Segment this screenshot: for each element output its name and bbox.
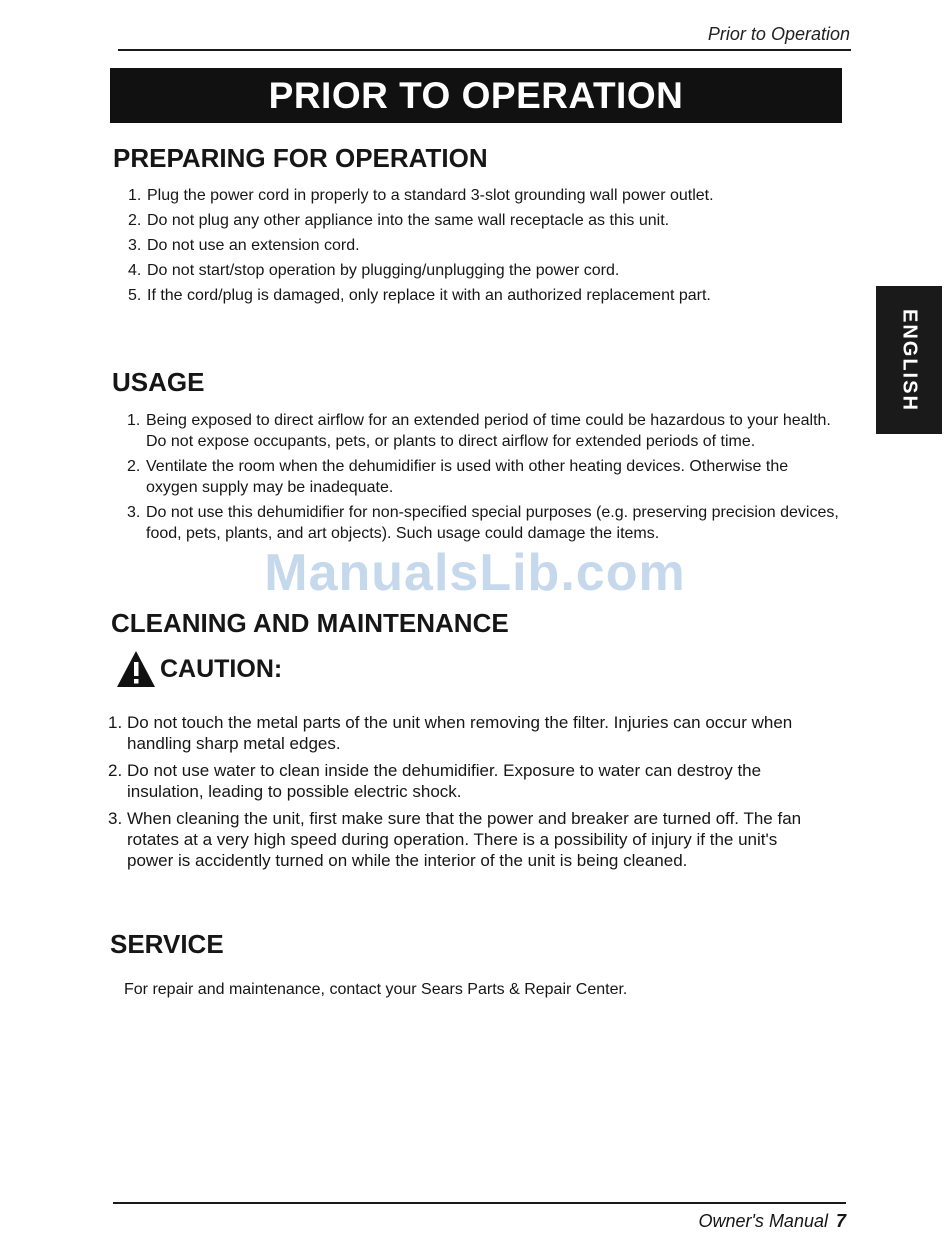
warning-triangle-icon xyxy=(116,650,156,688)
list-item xyxy=(108,712,820,754)
running-head: Prior to Operation xyxy=(707,24,850,44)
list-item-text: If the cord/plug is damaged, only replace it with an authorized replacement part. xyxy=(147,287,711,304)
list-item xyxy=(127,410,842,452)
watermark: ManualsLib.com xyxy=(264,544,686,602)
section-heading-usage: USAGE xyxy=(112,367,205,397)
list-item xyxy=(127,502,842,544)
section-heading-cleaning: CLEANING AND MAINTENANCE xyxy=(111,608,509,638)
list-item-text: Plug the power cord in properly to a standard 3-slot grounding wall power outlet. xyxy=(147,187,714,204)
caution-label: CAUTION: xyxy=(160,654,283,683)
service-text: For repair and maintenance, contact your Sears Parts & Repair Center. xyxy=(124,981,628,998)
list-item-number: 2. xyxy=(108,761,123,780)
list-item-number: 1. xyxy=(127,412,141,429)
list-item-text: Ventilate the room when the dehumidifier is used with other heating devices. Otherwise the oxygen supply may be inadequate. xyxy=(146,458,789,496)
list-item xyxy=(128,210,748,231)
list-item-text: Do not start/stop operation by plugging/unplugging the power cord. xyxy=(147,262,620,279)
title-band xyxy=(110,68,842,123)
list-item-text: Do not touch the metal parts of the unit when removing the filter. Injuries can occur when handling sharp metal edges. xyxy=(127,713,793,753)
list-item-number: 2. xyxy=(127,458,141,475)
page-number: 7 xyxy=(835,1211,846,1231)
list-item-text: When cleaning the unit, first make sure that the power and breaker are turned off. The fan rotates at a very high speed during operation. There is a possibility of injury if the unit's power is accidently turned on while the interior of the unit is being cleaned. xyxy=(127,809,802,870)
list-item xyxy=(128,235,748,256)
section-heading-preparing: PREPARING FOR OPERATION xyxy=(113,143,488,173)
list-item xyxy=(108,808,820,871)
cleaning-list xyxy=(108,712,820,877)
list-item-number: 1. xyxy=(128,187,142,204)
list-item xyxy=(128,285,748,306)
caution-banner xyxy=(112,650,282,688)
list-item-number: 1. xyxy=(108,713,123,732)
page-title: PRIOR TO OPERATION xyxy=(268,74,684,116)
list-item-number: 2. xyxy=(128,212,142,229)
list-item xyxy=(108,760,820,802)
list-item-text: Do not plug any other appliance into the same wall receptacle as this unit. xyxy=(147,212,670,229)
list-item-text: Being exposed to direct airflow for an extended period of time could be hazardous to your health. Do not expose occupants, pets, or plants to direct airflow for extended periods of time. xyxy=(146,412,831,450)
list-item-number: 3. xyxy=(128,237,142,254)
list-item-number: 3. xyxy=(127,504,141,521)
list-item xyxy=(128,185,748,206)
bottom-rule xyxy=(113,1202,846,1204)
section-heading-service: SERVICE xyxy=(110,929,224,959)
top-rule xyxy=(118,49,851,51)
footer-label: Owner's Manual xyxy=(698,1211,828,1231)
list-item-text: Do not use an extension cord. xyxy=(147,237,360,254)
preparing-list xyxy=(128,185,748,310)
list-item-text: Do not use this dehumidifier for non-specified special purposes (e.g. preserving precision devices, food, pets, plants, and art objects). Such usage could damage the items. xyxy=(146,504,839,542)
language-tab xyxy=(876,286,942,434)
footer xyxy=(698,1211,846,1232)
list-item-number: 5. xyxy=(128,287,142,304)
list-item xyxy=(127,456,842,498)
list-item xyxy=(128,260,748,281)
list-item-text: Do not use water to clean inside the dehumidifier. Exposure to water can destroy the insulation, leading to possible electric shock. xyxy=(127,761,762,801)
language-tab-label: ENGLISH xyxy=(898,308,921,412)
usage-list xyxy=(127,410,842,548)
list-item-number: 4. xyxy=(128,262,142,279)
list-item-number: 3. xyxy=(108,809,123,828)
